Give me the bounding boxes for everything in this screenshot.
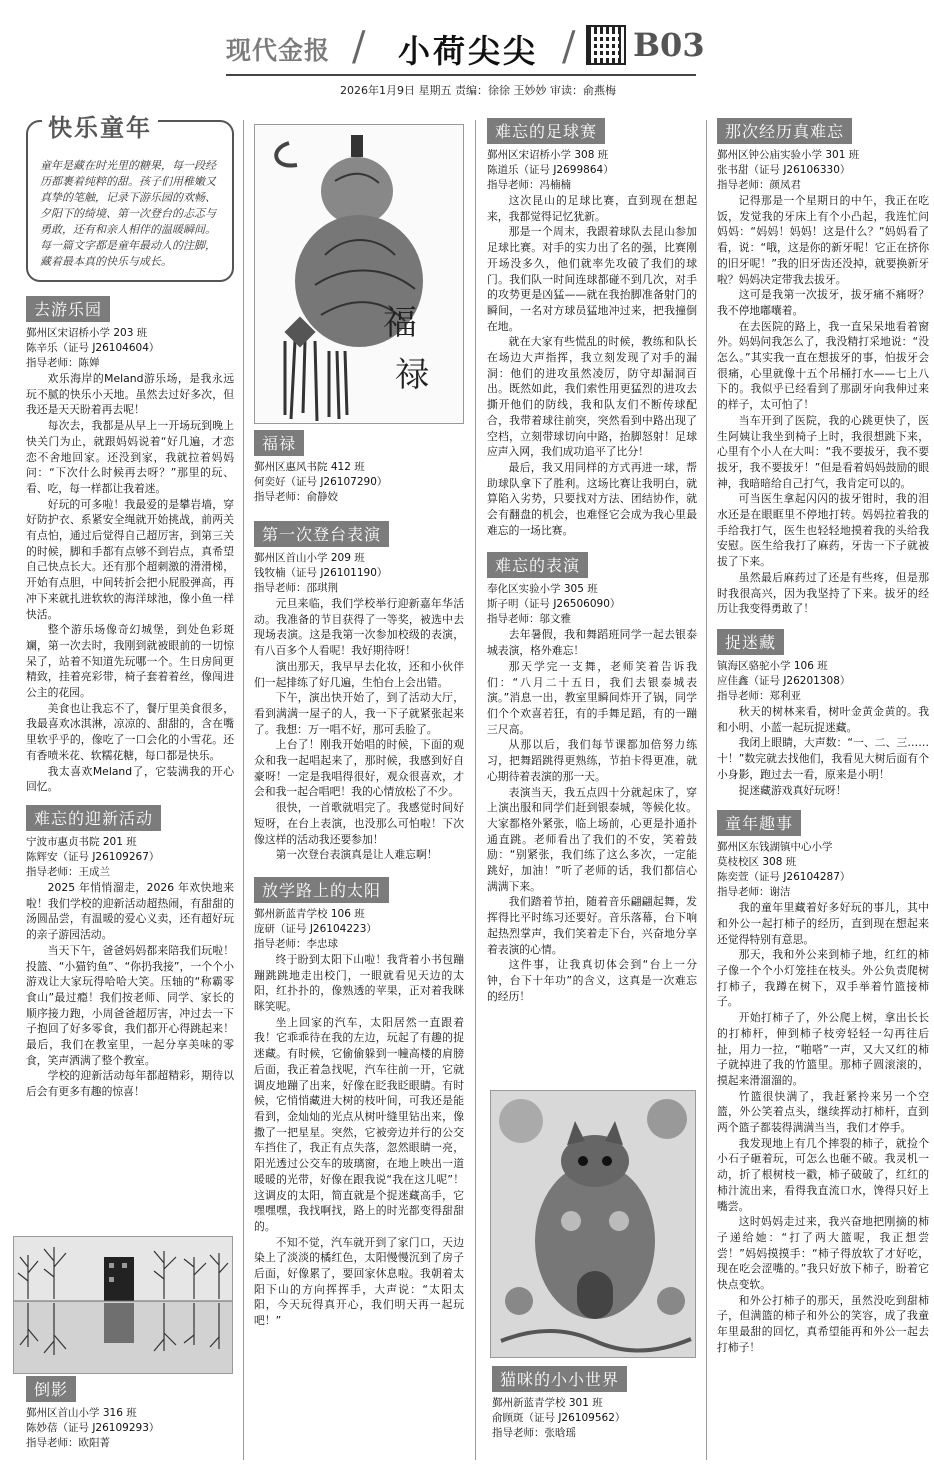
article-body (717, 193, 929, 617)
paragraph: 我发现地上有几个摔裂的柿子，就捡个小石子砸着玩，可怎么也砸不破。我灵机一动，折了根树枝一戳，柿子破破了，红红的柿汁流出来，看得我直流口水，馋得只好上嘴尝。 (717, 1136, 929, 1213)
article-author: 斯子明（证号 J26506090） (487, 598, 621, 611)
article-title: 童年趣事 (717, 810, 801, 836)
article-author: 陈道乐（证号 J2699864） (487, 164, 614, 176)
paragraph: 秋天的树林来看，树叶金黄金黄的。我和小明、小蓝一起玩捉迷藏。 (717, 704, 929, 734)
lu-character: 禄 (395, 355, 429, 395)
winter-trees-illustration (14, 1237, 233, 1374)
fu-character: 福 (383, 303, 417, 343)
article-title: 去游乐园 (26, 296, 110, 322)
paragraph: 上台了！刚我开始唱的时候，下面的观众和我一起唱起来了，那时候，我感到好自豪呀！一定是我唱得很好，观众很喜欢，才会和我一起合唱吧！我的心情放松了不少。 (254, 738, 464, 799)
article-author: 钱牧楠（证号 J26101190） (254, 567, 388, 579)
article-teacher: 指导老师：李忠球 (254, 937, 338, 950)
article-body (26, 371, 234, 795)
cat-caption (492, 1360, 698, 1441)
article-title: 难忘的迎新活动 (26, 805, 161, 831)
paragraph: 2025 年悄悄溜走，2026 年欢快地来啦！我们学校的迎新活动超热闹，有甜甜的汤圆品尝，有温暖的爱心义卖，还有超好玩的亲子游园活动。 (26, 880, 234, 942)
column-1 (26, 108, 234, 1100)
fulu-painting (254, 124, 464, 424)
article-new-year-event (26, 799, 234, 1100)
article-school: 奉化区实验小学 305 班 (487, 583, 598, 596)
paragraph: 欢乐海岸的Meland游乐场，是我永远玩不腻的快乐小天地。虽然去过好多次，但我还是天天盼着再去呢！ (26, 372, 234, 417)
article-title: 那次经历真难忘 (717, 118, 852, 144)
article-hide-and-seek (717, 623, 929, 798)
section-title: 小荷尖尖 (398, 32, 539, 70)
article-school: 鄞州区首山小学 316 班 (26, 1407, 137, 1419)
article-title: 猫咪的小小世界 (492, 1366, 627, 1392)
article-title: 倒影 (26, 1376, 76, 1402)
paragraph: 可当医生拿起闪闪的拔牙钳时，我的泪水还是在眼眶里不停地打转。妈妈拉着我的手给我打气，医生也轻轻地摸着我的头给我安慰。医生给我打了麻药，牙齿一下子就被拔了下来。 (717, 492, 929, 569)
cat-world-painting (490, 1090, 696, 1358)
qr-code-icon[interactable] (586, 25, 626, 65)
article-first-performance (254, 515, 464, 863)
article-title: 难忘的表演 (487, 552, 588, 578)
paragraph: 我闭上眼睛，大声数：“一、二、三……十！”数完就去找他们，我看见大树后面有个小身影，跑过去一看，原来是小明！ (717, 736, 929, 781)
article-author: 陈辛乐（证号 J26104604） (26, 342, 160, 354)
article-body (254, 952, 464, 1329)
column-divider (243, 120, 244, 1460)
paragraph: 下午，演出快开始了，到了活动大厅，看到满满一屋子的人，我一下子就紧张起来了。我想：万一唱不好，那可丢脸了。 (254, 691, 464, 736)
masthead-divider: / (352, 24, 366, 70)
column-divider (475, 120, 476, 1460)
intro-text: 童年是藏在时光里的糖果，每一段经历都裹着纯粹的甜。孩子们用稚嫩又真挚的笔触，记录下游乐园的欢畅、夕阳下的绮境、第一次登台的忐忑与勇敢，还有和亲人相伴的温暖瞬间。每一篇文字都是童年最动人的注脚，藏着最本真的快乐与成长。 (40, 159, 216, 268)
paragraph: 那天学完一支舞，老师笑着告诉我们：“八月二十五日，我们去银泰城表演。”消息一出，教室里瞬间炸开了锅，同学们个个欢喜若狂，有的手舞足蹈，有的一蹦三尺高。 (487, 659, 697, 736)
column-divider (706, 120, 707, 1460)
article-school: 鄞州区东钱湖镇中心小学 (717, 841, 833, 854)
article-author: 陈辉安（证号 J26109267） (26, 850, 160, 863)
paragraph: 这件事，让我真切体会到“台上一分钟，台下十年功”的含义，这真是一次难忘的经历！ (487, 958, 697, 1003)
paragraph: 从那以后，我们每节课都加倍努力练习，把舞蹈跳得更熟练，节拍卡得更准，就心期待着表演的那一天。 (487, 738, 697, 783)
newspaper-name: 现代金报 (226, 36, 331, 65)
masthead-rule (226, 74, 696, 76)
article-school: 鄞州区宋诏桥小学 308 班 (487, 149, 609, 161)
paragraph: 每次去，我都是从早上一开场玩到晚上快关门为止，就跟妈妈说着“好几遍，才恋恋不舍地回家。还没到家，我就拉着妈妈问：“下次什么时候再去呀？”那里的玩、看、吃，每一样都让我着迷。 (26, 419, 234, 495)
article-school-campus: 莫枝校区 308 班 (717, 856, 797, 869)
paragraph: 不知不觉，汽车就开到了家门口，天边染上了淡淡的橘红色，太阳慢慢沉到了房子后面，好像累了，要回家休息啦。我朝着太阳下山的方向挥挥手，大声说：“太阳太阳，今天玩得真开心，我们明天再一起玩吧！” (254, 1235, 464, 1328)
paragraph: 开始打柿子了，外公爬上树，拿出长长的打柿杆，伸到柿子枝旁轻轻一勾再往后扯，用力一拉，“啪嗒”一声，又大又红的柿子就掉进了我的竹篮里。那柿子圆滚滚的，摸起来滑溜溜的。 (717, 1011, 929, 1087)
article-childhood-fun (717, 804, 929, 1355)
paragraph: 我们踏着节拍，随着音乐翩翩起舞，发挥得比平时练习还要好。音乐落幕，台下响起热烈掌声，我们笑着走下台，兴奋地分享着表演的心情。 (487, 895, 697, 956)
article-football-match (487, 108, 697, 538)
article-title: 放学路上的太阳 (254, 877, 389, 903)
cat-house-illustration (491, 1091, 696, 1358)
article-body (717, 900, 929, 1355)
paragraph: 就在大家有些慌乱的时候，教练和队长在场边大声指挥，我立刻发现了对手的漏洞：他们的进攻虽然凌厉，防守却漏洞百出。既然如此，我们索性用更猛烈的进攻去撕开他们的防线，我和队友们不断传球配合，我带着球往前突，突然看到中路出现了空档，立刻带球切向中路，抬脚怒射！足球应声入网，我们成功追平了比分！ (487, 335, 697, 459)
reflection-caption (26, 1370, 234, 1451)
article-body (487, 193, 697, 538)
article-school: 鄞州新蓝青学校 106 班 (254, 907, 365, 920)
paragraph: 这次昆山的足球比赛，直到现在想起来，我都觉得记忆犹新。 (487, 194, 697, 223)
article-dance-performance (487, 546, 697, 1004)
article-body (254, 596, 464, 863)
reflection-painting (13, 1236, 233, 1374)
paragraph: 元旦来临，我们学校举行迎新嘉年华活动。我准备的节目获得了一等奖，被选中去现场表演。这是我第一次参加校级的表演，有八百多个人看呢！我好期待呀！ (254, 597, 464, 658)
article-teacher: 指导老师：陈婵 (26, 357, 100, 369)
paragraph: 和外公打柿子的那天，虽然没吃到甜柿子，但满篮的柿子和外公的笑容，成了我童年里最甜的回忆，真希望能再和外公一起去打柿子！ (717, 1293, 929, 1354)
column-2 (254, 424, 464, 1329)
article-teacher: 指导老师：谢洁 (717, 886, 791, 899)
article-author: 庞研（证号 J26104223） (254, 922, 377, 935)
paragraph: 演出那天，我早早去化妆，还和小伙伴们一起排练了好几遍，生怕台上会出错。 (254, 659, 464, 689)
paragraph: 表演当天，我五点四十分就起床了，穿上演出服和同学们赶到银泰城，等候化妆。大家都格外紧张，临上场前，心更是扑通扑通直跳。老师看出了我们的不安，笑着鼓励：“别紧张，我们练了这么多次，一定能跳好，加油！”听了老师的话，我们都信心满满下来。 (487, 785, 697, 893)
article-school: 鄞州区首山小学 209 班 (254, 552, 365, 564)
article-school: 鄞州区惠风书院 412 班 (254, 461, 365, 473)
masthead (0, 0, 934, 100)
paragraph: 竹篮很快满了，我赶紧拎来另一个空篮，外公笑着点头，继续挥动打柿杆，直到两个篮子都装得满满当当，我们才停手。 (717, 1089, 929, 1135)
article-teacher: 指导老师：俞静姣 (254, 491, 338, 503)
article-body (487, 627, 697, 1004)
paragraph: 我的童年里藏着好多好玩的事儿，其中和外公一起打柿子的经历，直到现在想起来还觉得特别有意思。 (717, 901, 929, 946)
intro-title: 快乐童年 (42, 108, 158, 143)
paragraph: 捉迷藏游戏真好玩呀！ (738, 783, 847, 797)
page-number: B03 (633, 26, 705, 64)
article-author: 张书甜（证号 J26106330） (717, 164, 851, 176)
article-amusement-park (26, 290, 234, 795)
paragraph: 坐上回家的汽车，太阳居然一直跟着我！它乖乖待在我的左边，玩起了有趣的捉迷藏。有时候，它偷偷躲到一幢高楼的肩膀后面，我正着急找呢，汽车往前一开，它就调皮地蹦了出来，好像在眨我眨眼睛。有时候，它悄悄藏进大树的枝叶间，可我还是能看到，金灿灿的光点从树叶缝里钻出来，像撒了一把星星。突然，它被旁边并行的公交车挡住了，我正有点失落，忽然眼睛一亮，阳光透过公交车的玻璃窗，在地上映出一道暖暖的光带，好像在跟我说“我在这儿呢”！这调皮的太阳，简直就是个捉迷藏高手，它嘿嘿嘿，我找啊找，路上的时光都变得甜甜的。 (254, 1015, 464, 1233)
paragraph: 第一次登台表演真是让人难忘啊！ (275, 848, 438, 862)
article-school: 镇海区骆驼小学 106 班 (717, 659, 828, 672)
paragraph: 那天，我和外公来到柿子地，红红的柿子像一个个小灯笼挂在枝头。外公负责爬树打柿子，我蹲在树下，双手举着竹篮接柿子。 (717, 948, 929, 1009)
article-teacher: 指导老师：邬文雅 (487, 613, 571, 626)
article-body (717, 704, 929, 798)
article-title: 难忘的足球赛 (487, 118, 605, 144)
article-teacher: 指导老师：张晗瑶 (492, 1427, 576, 1439)
article-teacher: 指导老师：冯楠楠 (487, 179, 571, 191)
column-3 (487, 108, 697, 1004)
paragraph: 很快，一首歌就唱完了。我感觉时间好短呀，在台上表演，也没那么可怕啦！下次像这样的活动我还要参加！ (254, 801, 464, 846)
fulu-caption (254, 424, 464, 505)
article-teacher: 指导老师：欧阳菁 (26, 1437, 110, 1449)
article-school: 鄞州新蓝青学校 301 班 (492, 1397, 603, 1409)
paragraph: 学校的迎新活动每年都超精彩，期待以后会有更多有趣的惊喜！ (26, 1069, 234, 1099)
paragraph: 最后，我又用同样的方式再进一球，帮助球队拿下了胜利。这场比赛让我明白，就算陷入劣势，只要找对方法、团结协作，就会有翻盘的机会，也难怪它会成为我心里最难忘的一场比赛。 (487, 460, 697, 537)
paragraph: 当车开到了医院，我的心跳更快了，医生阿姨让我坐到椅子上时，我很想跳下来，心里有个小人在大叫：“我不要拔牙，我不要拔牙，我不要拔牙！”但是看着妈妈鼓励的眼神，我暗暗给自己打气，我肯定可以的。 (717, 413, 929, 490)
article-author: 陈奕萱（证号 J26104287） (717, 871, 851, 884)
paragraph: 虽然最后麻药过了还是有些疼，但是那时我很高兴，因为我坚持了下来。拔牙的经历让我变得勇敢了！ (717, 570, 929, 616)
article-author: 陈妙蓓（证号 J26109293） (26, 1422, 160, 1434)
paragraph: 这可是我第一次拔牙，拔牙痛不痛呀？我不停地嘟囔着。 (717, 288, 929, 317)
paragraph: 我太喜欢Meland了，它装满我的开心回忆。 (26, 764, 234, 794)
article-teacher: 指导老师：邵琪荆 (254, 582, 338, 594)
article-author: 俞顾斑（证号 J26109562） (492, 1412, 626, 1424)
paragraph: 记得那是一个星期日的中午，我正在吃饭，发觉我的牙床上有个小凸起，我连忙问妈妈：“妈妈！妈妈！这是什么？”妈妈看了看，说：“哦，这是你的新牙呢！它正在挤你的旧牙呢！”我的旧牙齿还没掉，就要换新牙啦？妈妈决定带我去拔牙。 (717, 194, 929, 286)
article-title: 捉迷藏 (717, 629, 784, 655)
article-title: 福禄 (254, 430, 304, 456)
paragraph: 整个游乐场像奇幻城堡，到处色彩斑斓，第一次去时，我刚到就被眼前的一切惊呆了，站着不知道先玩哪一个。生日房间更精致，挂着亮彩带，椅子套着着丝，像闯进公主的花园。 (26, 623, 234, 700)
article-teacher: 指导老师：郑利亚 (717, 689, 801, 702)
paragraph: 这时妈妈走过来，我兴奋地把刚摘的柿子递给她：“打了两大篮呢，我正想尝尝！”妈妈摸摸手：“柿子得放软了才好吃，现在吃会涩嘴的。”我只好放下柿子，盼着它快点变软。 (717, 1215, 929, 1292)
article-sun-after-school (254, 871, 464, 1329)
gourd-illustration (255, 125, 464, 424)
paragraph: 美食也让我忘不了，餐厅里美食很多，我最喜欢冰淇淋，凉凉的、甜甜的，含在嘴里软乎乎的，像吃了一口会化的小雪花。还有香喷米花、软糯花糖，每口都是快乐。 (26, 701, 234, 762)
paragraph: 好玩的可多啦！我最爱的是攀岩墙，穿好防护衣、系紧安全绳就开始挑战，前两关有点怕，通过后觉得自己超厉害，到第三关的时候，脚和手都有点够不到岩点，真希望自己快点长大。还有那个超刺激的滑滑梯，开始有点胆，中间转折会把小屁股弹高，再冲下来就扎进软软的海洋球池，像小鱼一样快活。 (26, 497, 234, 621)
article-author: 应佳鑫（证号 J26201308） (717, 674, 851, 687)
column-4 (717, 108, 929, 1356)
paragraph: 去年暑假，我和舞蹈班同学一起去银泰城表演，格外难忘！ (487, 628, 697, 658)
article-school: 宁波市惠贞书院 201 班 (26, 835, 137, 848)
dateline: 2026年1月9日 星期五 责编：徐徐 王妙妙 审读：俞燕梅 (340, 84, 616, 97)
paragraph: 在去医院的路上，我一直呆呆地看着窗外。妈妈问我怎么了，我没精打采地说：“没怎么。”其实我一直在想拔牙的事，怕拔牙会很痛，心里就像十五个吊桶打水——七上八下的。我似乎已经看到了那副牙向我伸过来的样子，太可怕了！ (717, 319, 929, 412)
article-body (26, 880, 234, 1100)
paragraph: 终于盼到太阳下山啦！我背着小书包蹦蹦跳跳地走出校门，一眼就看见天边的太阳，红扑扑的，像熟透的苹果，正对着我眯眯笑呢。 (254, 952, 464, 1014)
article-tooth-pulling (717, 108, 929, 617)
article-school: 鄞州区宋诏桥小学 203 班 (26, 327, 148, 339)
article-school: 鄞州区钟公庙实验小学 301 班 (717, 149, 860, 161)
paragraph: 当天下午，爸爸妈妈都来陪我们玩啦！投篮、“小猫钓鱼”、“你扔我接”，一个个小游戏让大家玩得哈哈大笑。压轴的“称霸零食山”最过瘾！我们按老师、同学、家长的顺序接力跑，小周爸爸超厉害，冲过去一下子抱回了好多零食，我们都开心得跳起来！最后，我们在教室里，一起分享美味的零食，笑声洒满了整个教室。 (26, 943, 234, 1067)
article-author: 何奕好（证号 J26107290） (254, 476, 388, 488)
intro-box (26, 114, 234, 282)
article-teacher: 指导老师：王成兰 (26, 865, 110, 878)
paragraph: 那是一个周末，我跟着球队去昆山参加足球比赛。对手的实力出了名的强，比赛刚开场没多久，他们就率先攻破了我们的球门。我们队一时间连球都碰不到几次，对手的攻势更是凶猛——就在我抬脚准备射门的瞬间，一名对方球员猛地冲过来，把我撞倒在地。 (487, 225, 697, 333)
article-teacher: 指导老师：颜凤君 (717, 179, 801, 191)
masthead-divider-2: / (562, 24, 576, 70)
article-title: 第一次登台表演 (254, 521, 389, 547)
